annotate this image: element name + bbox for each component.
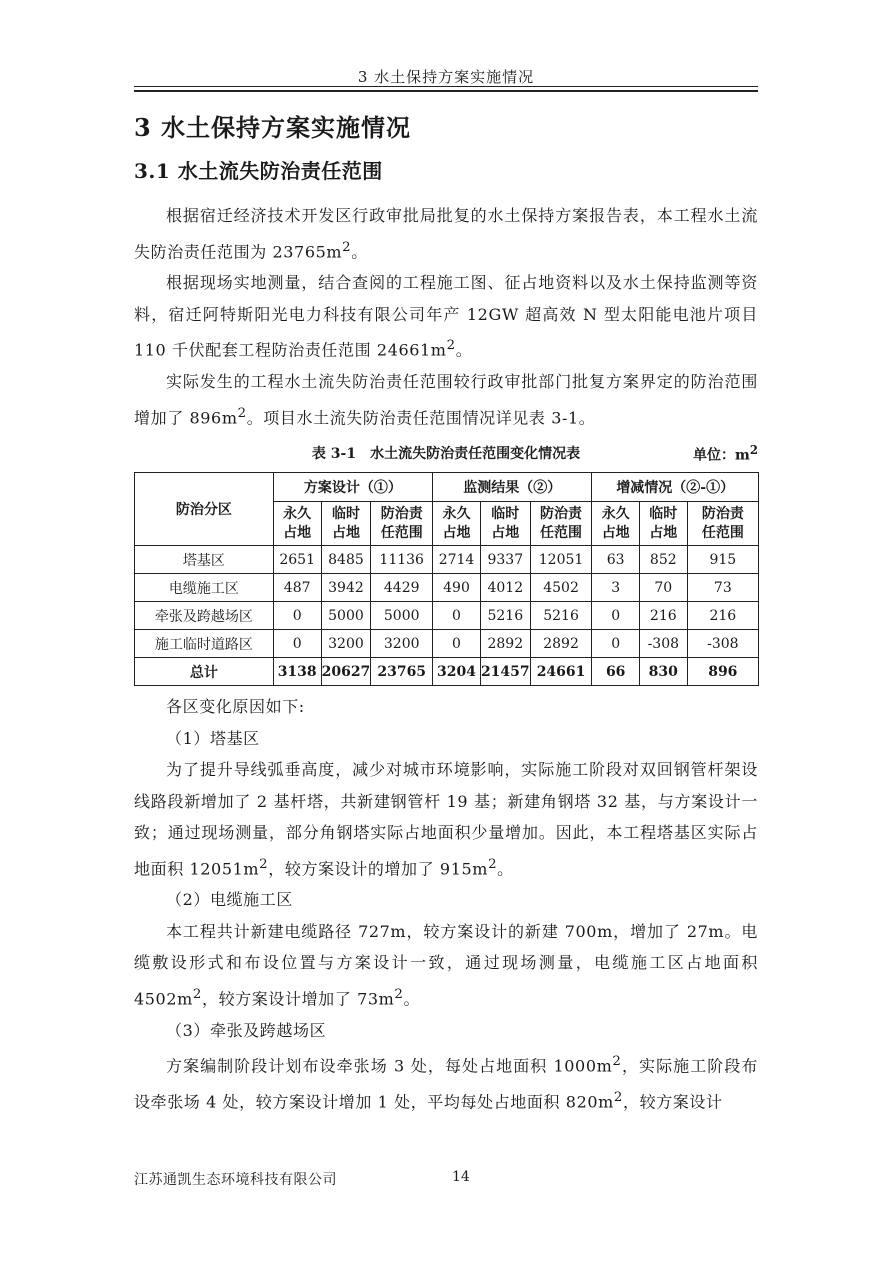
subheading-tower-area: （1）塔基区 xyxy=(166,728,260,748)
value-cell: 0 xyxy=(433,602,481,630)
table-row xyxy=(135,630,759,658)
value-cell: 487 xyxy=(273,574,321,602)
table-total-row xyxy=(135,658,759,686)
value-cell: 5216 xyxy=(530,602,592,630)
paragraph-scope-measured: 根据现场实地测量，结合查阅的工程施工图、征占地资料以及水土保持监测等资料，宿迁阿特斯阳光电力科技有限公司年产 12GW 超高效 N 型太阳能电池片项目 110 千伏配套工程防治责任范围 $24661m^2$。 xyxy=(134,273,758,360)
paragraph-tower-area: 为了提升导线弧垂高度，减少对城市环境影响，实际施工阶段对双回钢管杆架设线路段新增加了 2 基杆塔，共新建钢管杆 19 基；新建角钢塔 32 基，与方案设计一致；通过现场测量，部分角钢塔实际占地面积少量增加。因此，本工程塔基区实际占地面积 $12051m^2$，较方案设计的增加了 $915m^2$。 xyxy=(134,760,758,878)
change-reasons xyxy=(134,691,758,1118)
value-cell: 5216 xyxy=(480,602,530,630)
value-cell: 5000 xyxy=(321,602,371,630)
intro-paragraphs xyxy=(134,200,758,433)
value-cell: 8485 xyxy=(321,546,371,574)
table-row xyxy=(135,546,759,574)
header-rule-thin xyxy=(134,86,758,87)
zone-cell: 施工临时道路区 xyxy=(135,630,274,658)
zone-cell: 塔基区 xyxy=(135,546,274,574)
subheading-tension-area: （3）牵张及跨越场区 xyxy=(166,1020,327,1040)
paragraph-tension-area: 方案编制阶段计划布设牵张场 3 处，每处占地面积 $1000m^2$，实际施工阶段布设牵张场 4 处，较方案设计增加 1 处，平均每处占地面积 $820m^2$，较方案设计 xyxy=(134,1054,758,1112)
value-cell: 2892 xyxy=(480,630,530,658)
value-cell: 0 xyxy=(273,630,321,658)
group-header-design: 方案设计（①） xyxy=(273,473,432,502)
table-row xyxy=(135,602,759,630)
value-cell: 0 xyxy=(433,630,481,658)
table-unit: 单位：$m^2$ xyxy=(693,443,758,464)
table-caption xyxy=(134,441,758,463)
responsibility-scope-table xyxy=(134,472,759,686)
value-cell: 3 xyxy=(592,574,640,602)
value-cell: 63 xyxy=(592,546,640,574)
value-cell: 9337 xyxy=(480,546,530,574)
total-label: 总计 xyxy=(135,658,274,686)
reasons-intro: 各区变化原因如下: xyxy=(166,697,305,716)
total-cell: 830 xyxy=(639,658,687,686)
value-cell: 0 xyxy=(592,630,640,658)
group-header-monitoring: 监测结果（②） xyxy=(433,473,592,502)
subheader-cell: 永久 占地 xyxy=(433,502,481,546)
value-cell: -308 xyxy=(639,630,687,658)
total-cell: 20627 xyxy=(321,658,371,686)
value-cell: 12051 xyxy=(530,546,592,574)
value-cell: 0 xyxy=(273,602,321,630)
value-cell: 0 xyxy=(592,602,640,630)
paragraph-scope-increase: 实际发生的工程水土流失防治责任范围较行政审批部门批复方案界定的防治范围增加了 $896m^2$。项目水土流失防治责任范围情况详见表 3-1。 xyxy=(134,372,758,427)
subheader-cell: 防治责 任范围 xyxy=(530,502,592,546)
total-cell: 24661 xyxy=(530,658,592,686)
value-cell: 852 xyxy=(639,546,687,574)
total-cell: 896 xyxy=(687,658,758,686)
value-cell: 2892 xyxy=(530,630,592,658)
zone-header: 防治分区 xyxy=(135,473,274,546)
section-heading: 3 水土保持方案实施情况 xyxy=(134,113,412,142)
value-cell: 5000 xyxy=(371,602,433,630)
value-cell: 216 xyxy=(687,602,758,630)
value-cell: 4429 xyxy=(371,574,433,602)
table-header-row xyxy=(135,473,759,502)
total-cell: 23765 xyxy=(371,658,433,686)
subheader-cell: 防治责 任范围 xyxy=(687,502,758,546)
zone-cell: 牵张及跨越场区 xyxy=(135,602,274,630)
value-cell: 3200 xyxy=(371,630,433,658)
value-cell: 73 xyxy=(687,574,758,602)
subheader-cell: 永久 占地 xyxy=(592,502,640,546)
paragraph-scope-approved: 根据宿迁经济技术开发区行政审批局批复的水土保持方案报告表，本工程水土流失防治责任范围为 $23765m^2$。 xyxy=(134,206,758,261)
subheading-cable-area: （2）电缆施工区 xyxy=(166,890,293,910)
value-cell: 70 xyxy=(639,574,687,602)
footer-company: 江苏通凯生态环境科技有限公司 xyxy=(134,1172,337,1188)
value-cell: 4502 xyxy=(530,574,592,602)
zone-cell: 电缆施工区 xyxy=(135,574,274,602)
value-cell: 915 xyxy=(687,546,758,574)
paragraph-cable-area: 本工程共计新建电缆路径 727m，较方案设计的新建 700m，增加了 27m。电缆敷设形式和布设位置与方案设计一致，通过现场测量，电缆施工区占地面积 $4502m^2$，较方案设计增加了 $73m^2$。 xyxy=(134,921,758,1009)
value-cell: 4012 xyxy=(480,574,530,602)
group-header-change: 增减情况（②-①） xyxy=(592,473,759,502)
table-title: 表 3-1 水土流失防治责任范围变化情况表 xyxy=(311,446,581,462)
page-number: 14 xyxy=(452,1169,470,1185)
table-row xyxy=(135,574,759,602)
value-cell: 3942 xyxy=(321,574,371,602)
total-cell: 21457 xyxy=(480,658,530,686)
subheader-cell: 临时 占地 xyxy=(321,502,371,546)
value-cell: 3200 xyxy=(321,630,371,658)
running-header: 3 水土保持方案实施情况 xyxy=(357,68,535,86)
total-cell: 66 xyxy=(592,658,640,686)
subheader-cell: 临时 占地 xyxy=(480,502,530,546)
total-cell: 3138 xyxy=(273,658,321,686)
total-cell: 3204 xyxy=(433,658,481,686)
value-cell: 11136 xyxy=(371,546,433,574)
value-cell: 2651 xyxy=(273,546,321,574)
value-cell: 216 xyxy=(639,602,687,630)
subheader-cell: 防治责 任范围 xyxy=(371,502,433,546)
value-cell: -308 xyxy=(687,630,758,658)
value-cell: 490 xyxy=(433,574,481,602)
value-cell: 2714 xyxy=(433,546,481,574)
header-rule-thick xyxy=(134,90,758,92)
subheader-cell: 永久 占地 xyxy=(273,502,321,546)
subsection-heading: 3.1 水土流失防治责任范围 xyxy=(134,159,383,183)
subheader-cell: 临时 占地 xyxy=(639,502,687,546)
